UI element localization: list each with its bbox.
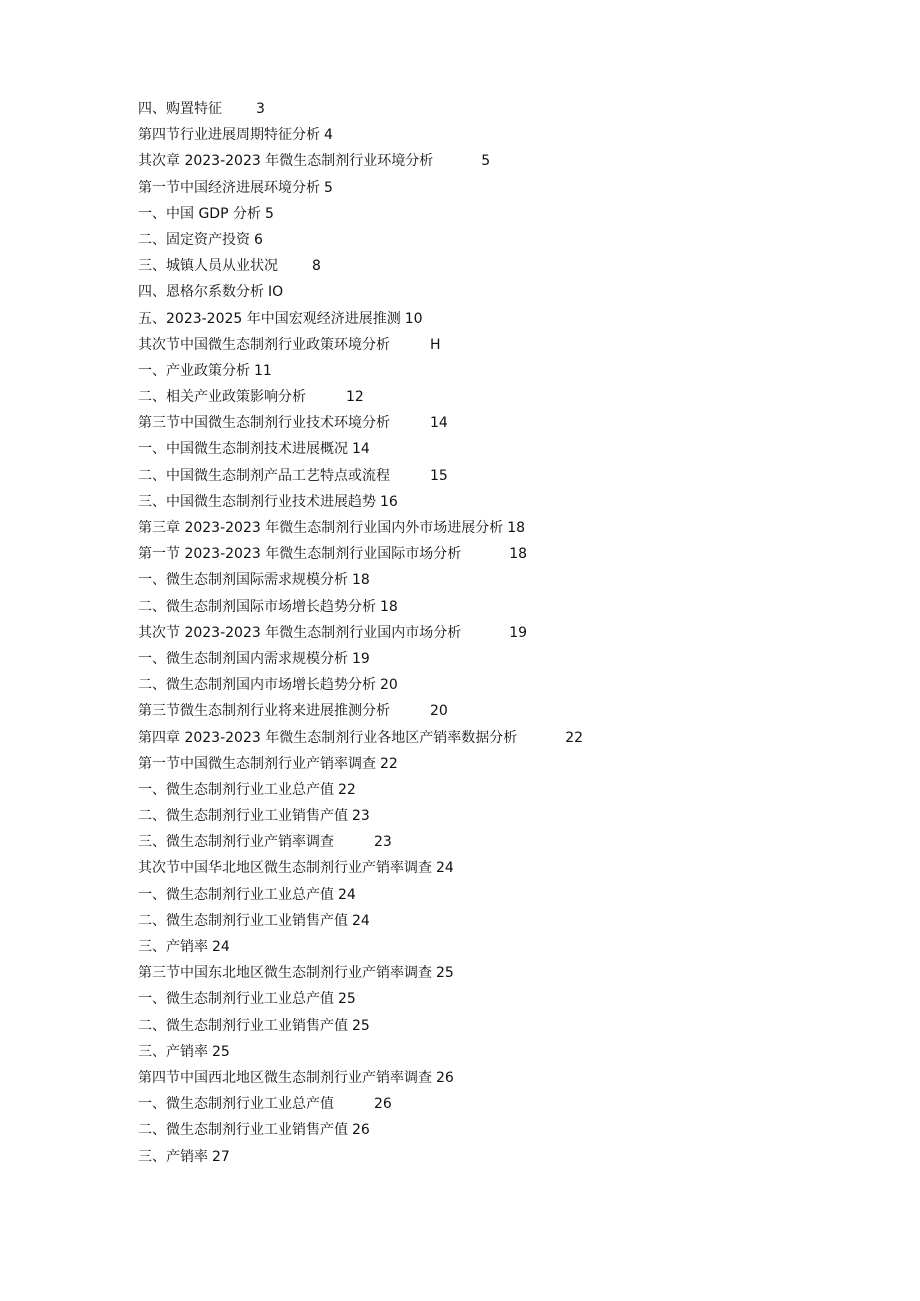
toc-entry [138,122,858,148]
toc-entry-page: IO [268,284,284,301]
toc-entry-title: 一、微生态制剂行业工业总产值 [138,991,334,1008]
toc-entry [138,777,858,803]
toc-entry [138,751,858,777]
toc-entry-title: 一、微生态制剂国际需求规模分析 [138,572,348,589]
toc-entry-title: 第一节中国经济进展环境分析 [138,179,320,196]
toc-entry [138,882,858,908]
toc-entry-title: 一、微生态制剂行业工业总产值 [138,781,334,798]
toc-entry-title: 第三节中国东北地区微生态制剂行业产销率调查 [138,965,432,982]
toc-entry [138,279,858,305]
toc-entry [138,1091,858,1117]
toc-entry-page: 5 [481,153,491,170]
toc-entry-title: 其次节 2023-2023 年微生态制剂行业国内市场分析 [138,624,462,641]
toc-entry-page: 5 [324,179,333,196]
toc-entry-page: 22 [338,781,356,798]
toc-entry-title: 三、产销率 [138,1043,208,1060]
table-of-contents [138,96,858,1170]
toc-entry-page: 19 [509,624,528,641]
toc-entry [138,567,858,593]
toc-entry-title: 第一节中国微生态制剂行业产销率调查 [138,755,376,772]
toc-entry-page: 26 [436,1069,454,1086]
toc-entry-title: 其次章 2023-2023 年微生态制剂行业环境分析 [138,153,434,170]
toc-entry-page: 18 [507,520,526,536]
toc-entry-page: 18 [509,546,528,563]
toc-entry [138,855,858,881]
toc-entry [138,594,858,620]
toc-entry-title: 二、相关产业政策影响分析 [138,389,306,406]
toc-entry [138,463,858,489]
toc-entry [138,672,858,698]
toc-entry-title: 一、微生态制剂国内需求规模分析 [138,650,348,667]
toc-entry-title: 第四节行业进展周期特征分析 [138,127,320,144]
toc-entry [138,934,858,960]
toc-entry [138,489,858,515]
toc-entry-title: 三、中国微生态制剂行业技术进展趋势 [138,493,376,510]
toc-entry-title: 一、微生态制剂行业工业总产值 [138,1096,334,1113]
toc-entry-title: 一、中国微生态制剂技术进展概况 [138,441,348,458]
toc-entry [138,698,858,724]
toc-entry-page: 20 [430,703,448,720]
toc-entry-title: 第四章 2023-2023 年微生态制剂行业各地区产销率数据分析 [138,729,518,746]
toc-entry-page: 18 [380,598,398,615]
toc-entry [138,541,858,567]
toc-entry-page: 23 [374,834,392,851]
toc-entry-page: 25 [352,1017,370,1034]
toc-entry [138,515,858,541]
toc-entry-page: 18 [352,572,370,589]
toc-entry-page: 19 [352,650,370,667]
toc-entry [138,1117,858,1143]
toc-entry-title: 二、微生态制剂行业工业销售产值 [138,1122,348,1139]
toc-entry-title: 二、微生态制剂国内市场增长趋势分析 [138,677,376,694]
toc-entry-page: 16 [380,493,398,510]
toc-entry-page: 14 [430,415,448,432]
toc-entry-title: 第四节中国西北地区微生态制剂行业产销率调查 [138,1069,432,1086]
toc-entry-page: 25 [212,1043,230,1060]
toc-entry-page: 6 [254,231,263,248]
toc-entry [138,620,858,646]
toc-entry-page: 12 [346,389,364,406]
toc-entry [138,829,858,855]
toc-entry-title: 一、微生态制剂行业工业总产值 [138,886,334,903]
toc-entry-page: 3 [256,101,265,117]
toc-entry-page: 23 [352,808,370,825]
toc-entry-title: 三、产销率 [138,1148,208,1165]
toc-entry-title: 二、微生态制剂行业工业销售产值 [138,1017,348,1034]
toc-entry-title: 三、产销率 [138,939,208,955]
toc-entry [138,358,858,384]
toc-entry [138,1039,858,1065]
toc-entry [138,332,858,358]
toc-entry-page: 5 [264,205,274,222]
toc-entry-title: 二、微生态制剂行业工业销售产值 [138,912,348,929]
toc-entry [138,725,858,751]
toc-entry-title: 四、恩格尔系数分析 [138,284,264,301]
toc-entry-page: 20 [380,677,398,694]
toc-entry [138,908,858,934]
toc-entry [138,646,858,672]
toc-entry-page: 24 [212,939,230,955]
toc-entry-title: 五、2023-2025 年中国宏观经济进展推测 [138,310,401,327]
toc-entry [138,306,858,332]
toc-entry-title: 一、中国 GDP 分析 [138,205,261,222]
toc-entry-page: 26 [352,1122,370,1139]
toc-entry [138,175,858,201]
toc-entry-title: 三、微生态制剂行业产销率调查 [138,834,334,851]
toc-entry-title: 一、产业政策分析 [138,362,250,379]
toc-entry-page: 25 [436,965,454,982]
toc-entry [138,410,858,436]
toc-entry-page: 4 [324,127,333,144]
toc-entry-title: 第三节微生态制剂行业将来进展推测分析 [138,703,390,720]
toc-entry-title: 第三节中国微生态制剂行业技术环境分析 [138,415,390,432]
toc-entry-page: 27 [212,1148,230,1165]
toc-entry-page: 14 [352,441,370,458]
toc-entry [138,960,858,986]
toc-entry [138,384,858,410]
toc-entry-title: 三、城镇人员从业状况 [138,258,278,275]
toc-entry-title: 第一节 2023-2023 年微生态制剂行业国际市场分析 [138,546,462,563]
toc-entry-title: 二、中国微生态制剂产品工艺特点或流程 [138,467,390,484]
toc-entry [138,803,858,829]
toc-entry-page: 24 [352,912,370,929]
toc-entry [138,96,858,122]
toc-entry-page: 8 [312,258,321,275]
toc-entry-title: 二、固定资产投资 [138,231,250,248]
toc-entry-title: 其次节中国微生态制剂行业政策环境分析 [138,336,390,353]
toc-entry [138,253,858,279]
toc-entry [138,986,858,1012]
toc-entry-page: H [430,336,441,353]
toc-entry [138,201,858,227]
toc-entry-page: 22 [565,729,584,746]
toc-entry [138,227,858,253]
toc-entry-title: 四、购置特征 [138,101,222,117]
toc-entry [138,436,858,462]
toc-entry-page: 24 [338,886,356,903]
toc-entry-page: 10 [404,310,423,327]
toc-entry-page: 22 [380,755,398,772]
toc-entry-title: 二、微生态制剂国际市场增长趋势分析 [138,598,376,615]
toc-entry-title: 第三章 2023-2023 年微生态制剂行业国内外市场进展分析 [138,520,504,536]
toc-entry [138,148,858,174]
toc-entry-title: 其次节中国华北地区微生态制剂行业产销率调查 [138,860,432,877]
toc-entry [138,1065,858,1091]
toc-entry-page: 26 [374,1096,392,1113]
toc-entry-page: 11 [254,362,272,379]
toc-entry-page: 25 [338,991,356,1008]
toc-entry-page: 24 [436,860,454,877]
toc-entry [138,1144,858,1170]
toc-entry [138,1013,858,1039]
toc-entry-page: 15 [430,467,448,484]
toc-entry-title: 二、微生态制剂行业工业销售产值 [138,808,348,825]
